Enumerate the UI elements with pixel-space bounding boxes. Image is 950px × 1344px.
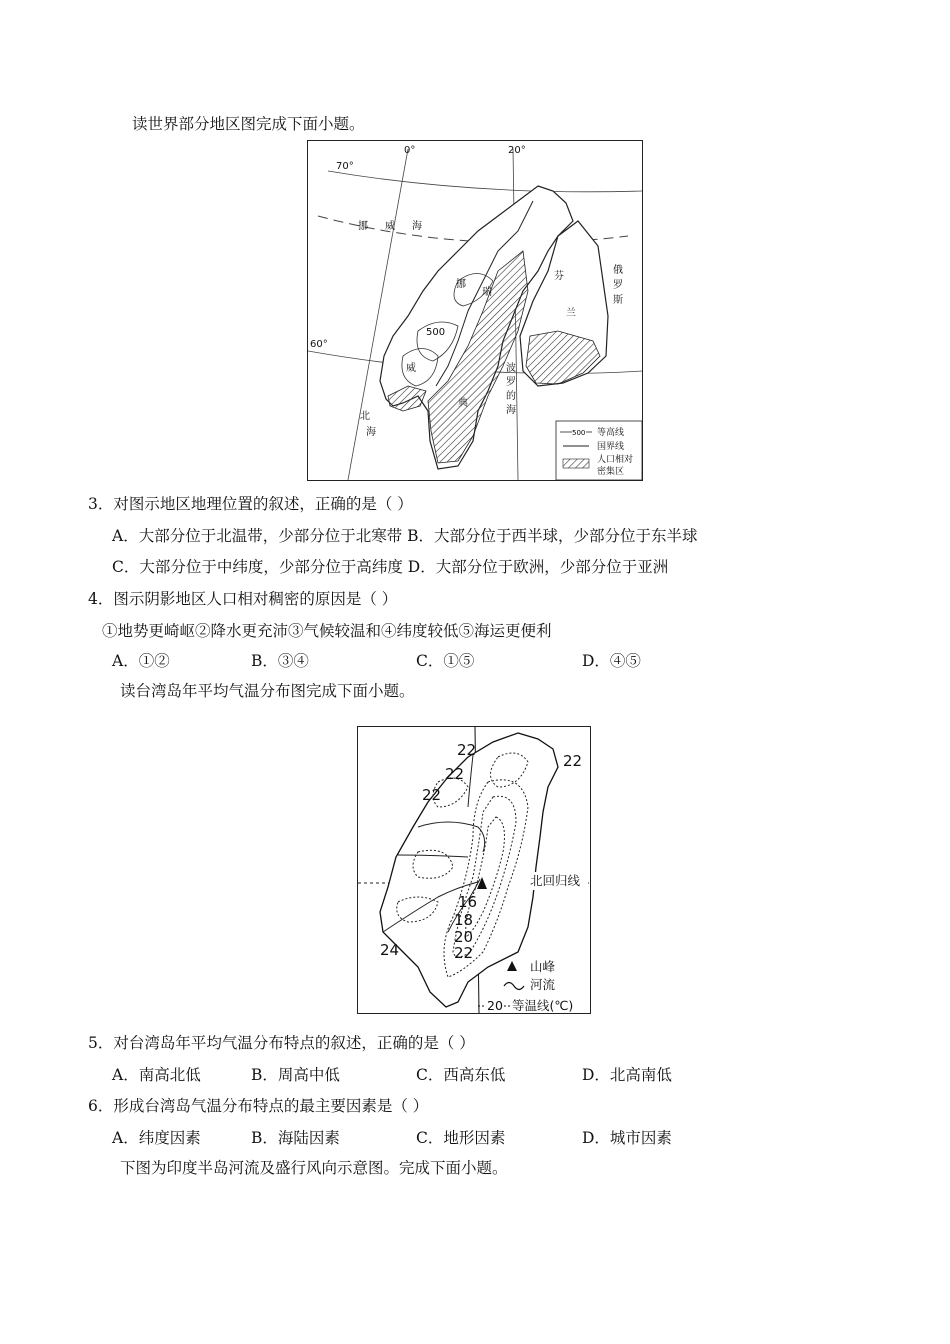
legend-border-label: 国界线 bbox=[597, 442, 625, 452]
isotherm-label: 24 bbox=[380, 941, 400, 959]
question-5-option-b: B．周高中低 bbox=[251, 1066, 340, 1084]
isotherm-label: 22 bbox=[563, 752, 583, 770]
lon-0-label: 0° bbox=[404, 145, 416, 156]
question-5-stem: 5．对台湾岛年平均气温分布特点的叙述，正确的是（ ） bbox=[88, 1034, 475, 1052]
legend-contour-label: 等高线 bbox=[597, 428, 625, 438]
legend-hatch-swatch bbox=[563, 459, 589, 468]
region-label: 斯 bbox=[613, 295, 623, 306]
question-6-stem: 6．形成台湾岛气温分布特点的最主要因素是（ ） bbox=[88, 1097, 429, 1115]
scandinavia-map bbox=[307, 140, 643, 481]
question-6-option-c: C．地形因素 bbox=[416, 1129, 506, 1147]
region-label: 兰 bbox=[566, 308, 576, 319]
question-3-stem: 3．对图示地区地理位置的叙述，正确的是（ ） bbox=[88, 495, 413, 513]
region-label: 罗 bbox=[613, 280, 623, 291]
lat-70-label: 70° bbox=[336, 161, 354, 172]
region-label: 挪 bbox=[358, 221, 368, 232]
region-label: 罗 bbox=[506, 377, 516, 388]
region-label: 海 bbox=[412, 221, 422, 232]
region-label: 典 bbox=[458, 398, 468, 409]
isotherm-label: 16 bbox=[458, 893, 478, 911]
question-4-option-b: B．③④ bbox=[251, 652, 309, 670]
latitude-70-line bbox=[328, 171, 642, 192]
question-4-option-c: C．①⑤ bbox=[416, 652, 475, 670]
question-4-option-a: A．①② bbox=[112, 652, 170, 670]
question-6-option-d: D．城市因素 bbox=[582, 1129, 672, 1147]
question-4-items: ①地势更崎岖②降水更充沛③气候较温和④纬度较低⑤海运更便利 bbox=[102, 622, 552, 640]
map-legend bbox=[556, 421, 642, 480]
region-label: 芬 bbox=[554, 271, 564, 282]
lat-60-label: 60° bbox=[310, 339, 328, 350]
region-label: 北 bbox=[360, 411, 370, 422]
region-label: 瑞 bbox=[482, 287, 492, 298]
scandinavia-map-svg bbox=[308, 141, 642, 480]
question-3-options-cd: C．大部分位于中纬度，少部分位于高纬度 D．大部分位于欧洲，少部分位于亚洲 bbox=[112, 558, 669, 576]
intro-taiwan: 读台湾岛年平均气温分布图完成下面小题。 bbox=[120, 682, 415, 700]
region-label: 海 bbox=[506, 405, 516, 416]
legend-river-label: 河流 bbox=[530, 977, 556, 992]
taiwan-temperature-map bbox=[357, 726, 591, 1014]
intro-scandinavia: 读世界部分地区图完成下面小题。 bbox=[132, 115, 365, 133]
region-label: 俄 bbox=[613, 265, 623, 276]
question-6-option-b: B．海陆因素 bbox=[251, 1129, 340, 1147]
question-3-options-ab: A．大部分位于北温带，少部分位于北寒带 B．大部分位于西半球，少部分位于东半球 bbox=[112, 527, 698, 545]
question-4-stem: 4．图示阴影地区人口相对稠密的原因是（ ） bbox=[88, 590, 398, 608]
question-5-option-c: C．西高东低 bbox=[416, 1066, 506, 1084]
taiwan-map-svg bbox=[358, 727, 590, 1013]
region-label: 威 bbox=[385, 221, 395, 232]
legend-isotherm-value: 20 bbox=[487, 998, 503, 1013]
isotherm-label: 22 bbox=[454, 944, 474, 962]
legend-contour-sample: 500 bbox=[572, 429, 586, 437]
taiwan-legend bbox=[478, 959, 573, 1013]
isotherm-label: 22 bbox=[457, 741, 477, 759]
region-label: 的 bbox=[506, 391, 516, 402]
region-label: 波 bbox=[506, 363, 516, 374]
lon-20-label: 20° bbox=[508, 145, 526, 156]
region-label: 威 bbox=[406, 363, 416, 374]
legend-dense-label-1: 人口相对 bbox=[597, 455, 634, 465]
intro-india: 下图为印度半岛河流及盛行风向示意图。完成下面小题。 bbox=[120, 1159, 508, 1177]
legend-dense-label-2: 密集区 bbox=[597, 467, 625, 477]
question-5-option-a: A．南高北低 bbox=[112, 1066, 201, 1084]
isotherm-label: 22 bbox=[422, 786, 442, 804]
isotherm-label: 22 bbox=[445, 765, 465, 783]
isotherm-label: 20 bbox=[454, 928, 474, 946]
legend-river-icon bbox=[504, 983, 524, 990]
question-4-option-d: D．④⑤ bbox=[582, 652, 641, 670]
legend-isotherm-label: 等温线(℃) bbox=[512, 998, 574, 1013]
legend-peak-label: 山峰 bbox=[530, 959, 556, 974]
question-6-option-a: A．纬度因素 bbox=[112, 1129, 201, 1147]
isotherm-label: 18 bbox=[454, 911, 474, 929]
contour-value-label: 500 bbox=[426, 327, 446, 338]
region-label: 挪 bbox=[456, 279, 466, 290]
region-label: 海 bbox=[366, 427, 376, 438]
meridian-0-line bbox=[348, 149, 408, 480]
tropic-label: 北回归线 bbox=[530, 873, 581, 888]
question-5-option-d: D．北高南低 bbox=[582, 1066, 672, 1084]
legend-peak-icon bbox=[507, 961, 517, 971]
